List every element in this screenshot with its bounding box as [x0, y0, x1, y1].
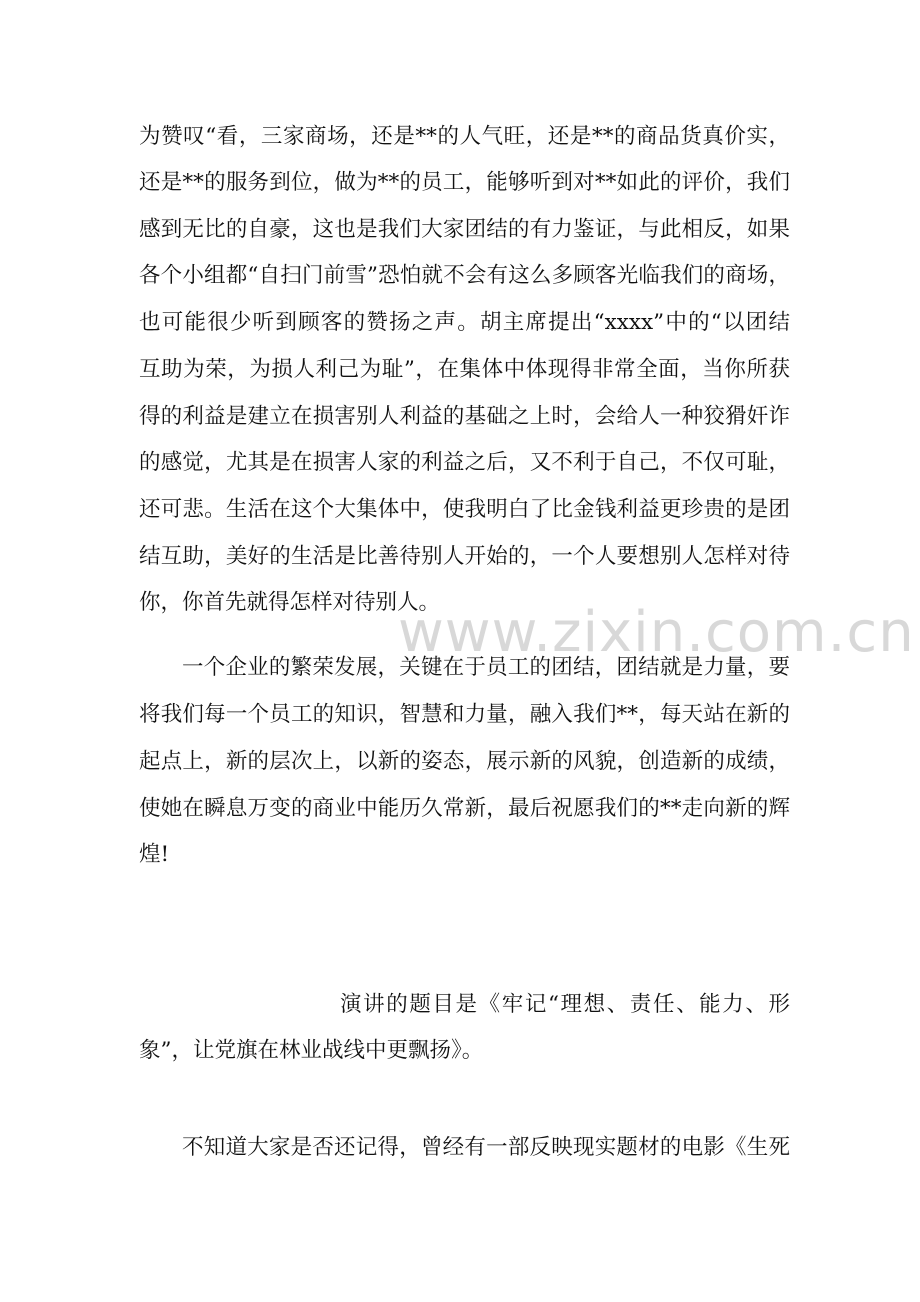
paragraph-line: 不知道大家是否还记得，曾经有一部反映现实题材的电影《生死 — [182, 1135, 790, 1160]
paragraph-line: 使她在瞬息万变的商业中能历久常新，最后祝愿我们的**走向新的辉 — [139, 796, 790, 821]
paragraph-line: 互助为荣，为损人利己为耻”，在集体中体现得非常全面，当你所获 — [139, 357, 790, 382]
paragraph-line: 你，你首先就得怎样对待别人。 — [139, 590, 441, 615]
paragraph-line: 还可悲。生活在这个大集体中，使我明白了比金钱利益更珍贵的是团 — [139, 497, 790, 522]
paragraph-line: 象”，让党旗在林业战线中更飘扬》。 — [139, 1038, 484, 1063]
paragraph-line: 得的利益是建立在损害别人利益的基础之上时，会给人一种狡猾奸诈 — [139, 404, 790, 429]
paragraph-line: 为赞叹“看，三家商场，还是**的人气旺，还是**的商品货真价实， — [139, 124, 790, 149]
paragraph-line: 结互助，美好的生活是比善待别人开始的，一个人要想别人怎样对待 — [139, 544, 790, 569]
paragraph-line: 煌! — [139, 842, 170, 867]
watermark-text: www.zixin.com.cn — [398, 600, 915, 665]
paragraph-line: 还是**的服务到位，做为**的员工，能够听到对**如此的评价，我们 — [139, 170, 790, 195]
paragraph-line: 一个企业的繁荣发展，关键在于员工的团结，团结就是力量，要 — [182, 655, 790, 680]
paragraph-line: 也可能很少听到顾客的赞扬之声。胡主席提出“xxxx”中的“以团结 — [139, 310, 790, 335]
paragraph-line: 将我们每一个员工的知识，智慧和力量，融入我们**，每天站在新的 — [139, 702, 790, 727]
paragraph-line: 起点上，新的层次上，以新的姿态，展示新的风貌，创造新的成绩， — [139, 749, 790, 774]
paragraph-line: 演讲的题目是《牢记“理想、责任、能力、形 — [340, 992, 790, 1017]
paragraph-line: 的感觉，尤其是在损害人家的利益之后，又不利于自己，不仅可耻， — [139, 450, 790, 475]
paragraph-line: 各个小组都“自扫门前雪”恐怕就不会有这么多顾客光临我们的商场， — [139, 263, 790, 288]
paragraph-line: 感到无比的自豪，这也是我们大家团结的有力鉴证，与此相反，如果 — [139, 217, 790, 242]
